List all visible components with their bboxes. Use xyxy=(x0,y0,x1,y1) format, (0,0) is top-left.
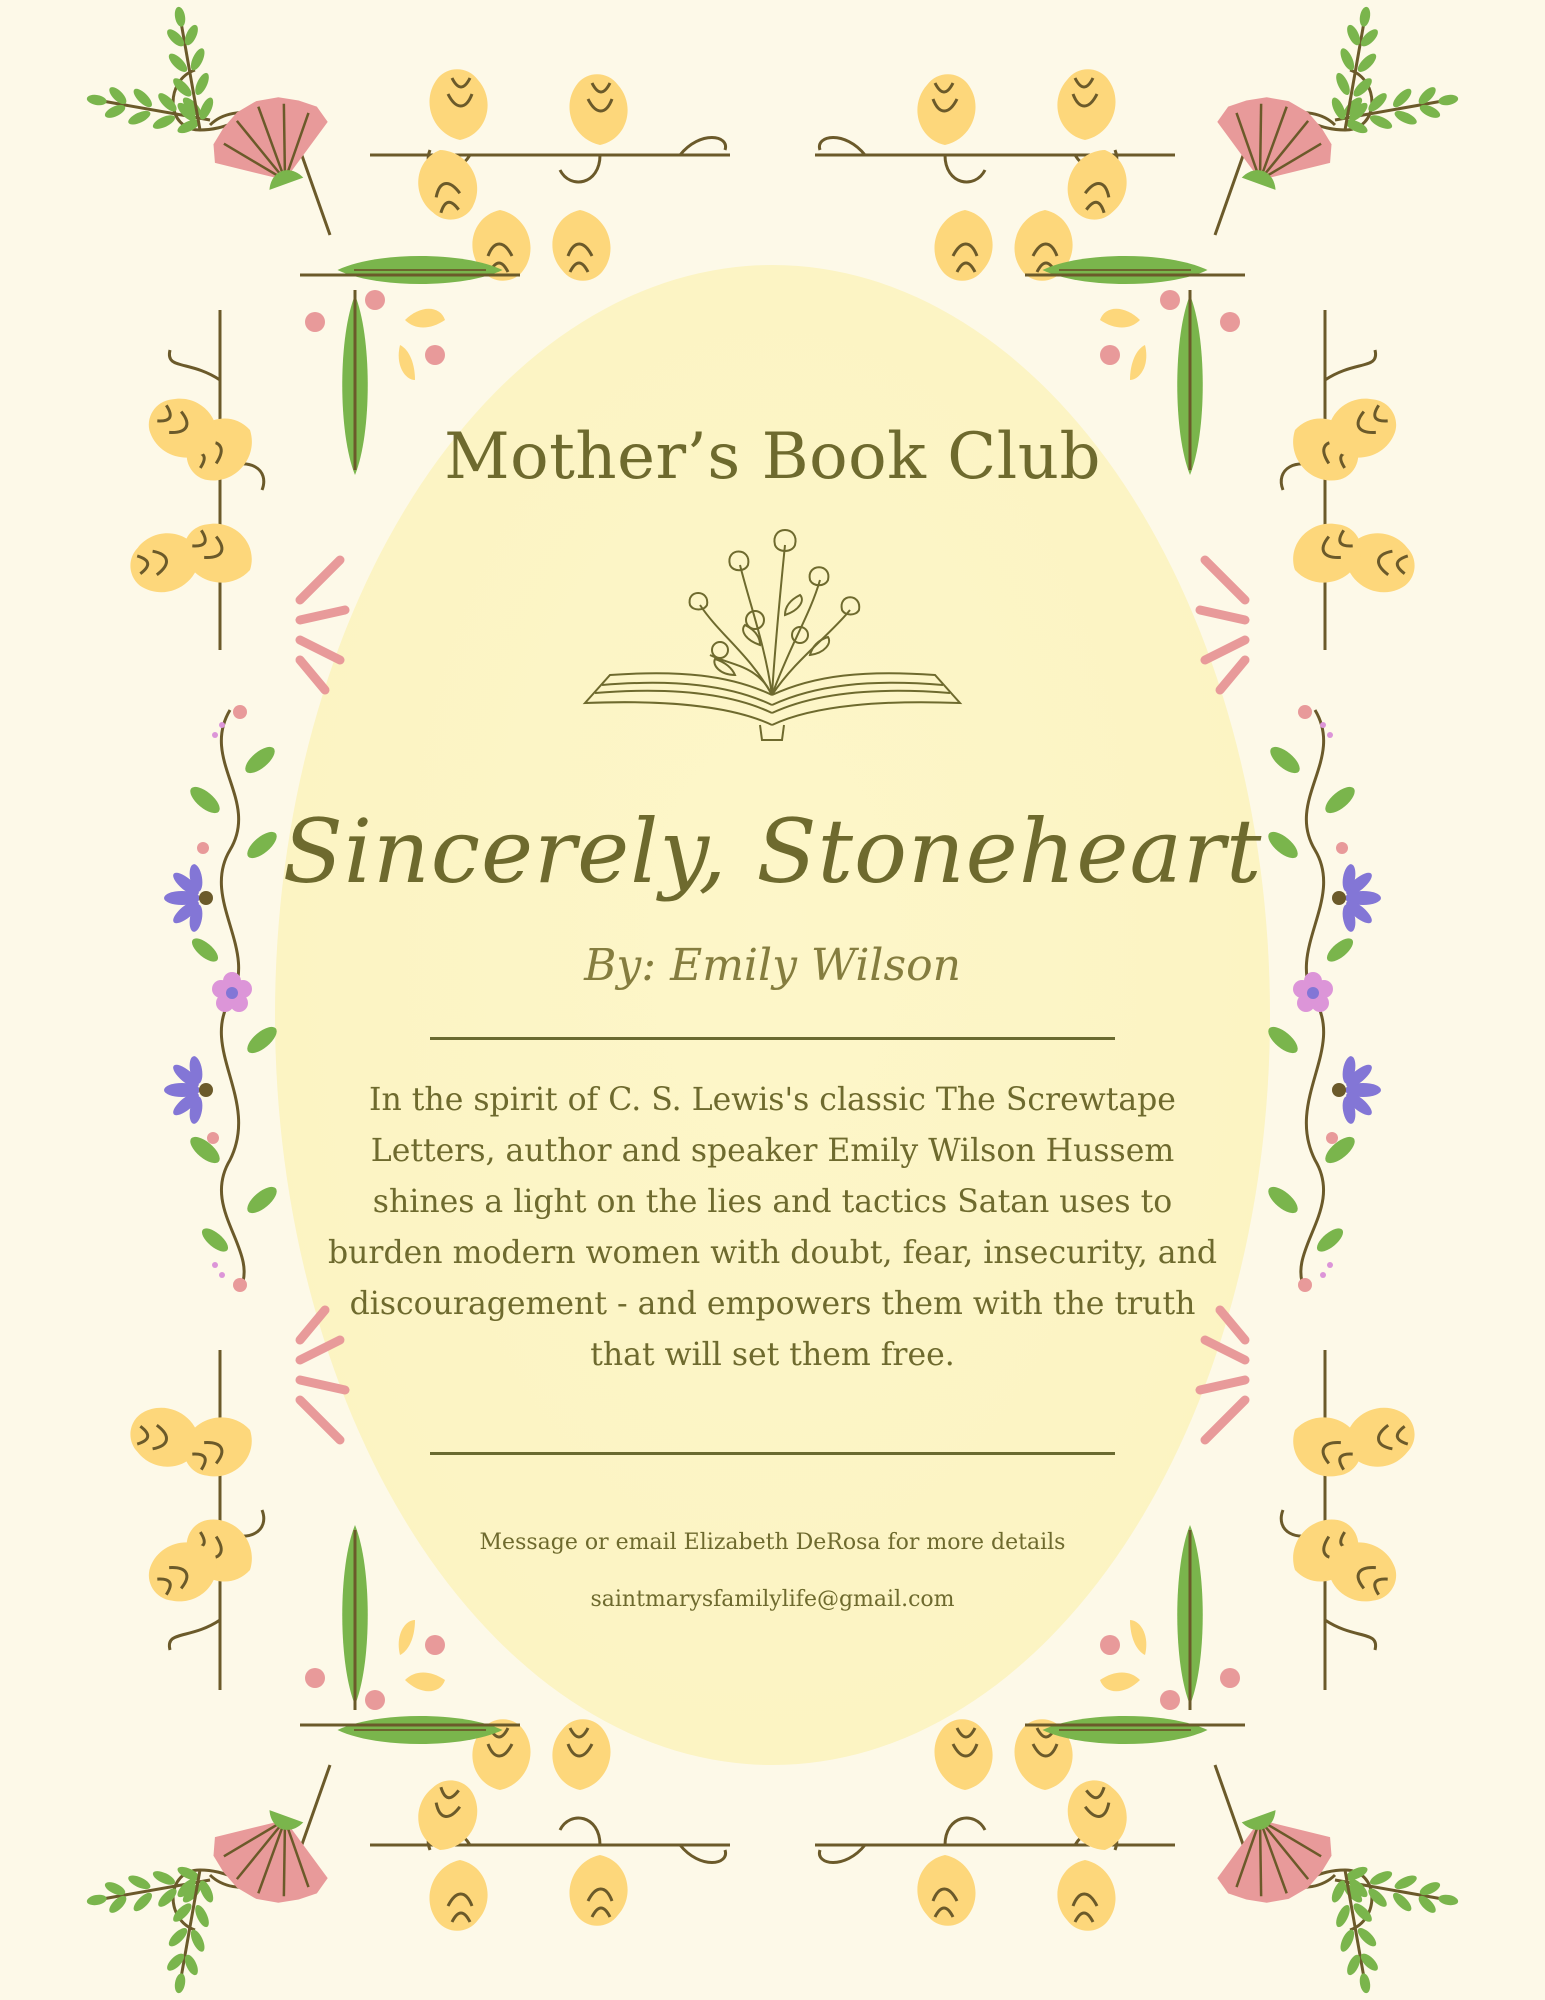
open-book-with-flowers-icon xyxy=(580,525,965,755)
club-title: Mother’s Book Club xyxy=(444,420,1101,494)
divider-top xyxy=(430,1037,1115,1040)
author-line: By: Emily Wilson xyxy=(584,940,961,991)
book-description: In the spirit of C. S. Lewis's classic The Screwtape Letters, author and speaker Emily Wilson Hussem shines a light on the lies and tactics Satan uses to burden modern women with doubt, fear, insecurity, and discouragement - and empowers them with the truth that will set them free. xyxy=(327,1082,1218,1373)
divider-bottom xyxy=(430,1452,1115,1455)
contact-email[interactable]: saintmarysfamilylife@gmail.com xyxy=(590,1587,955,1612)
book-title: Sincerely, Stoneheart xyxy=(282,800,1263,903)
contact-note: Message or email Elizabeth DeRosa for more details xyxy=(479,1530,1066,1555)
